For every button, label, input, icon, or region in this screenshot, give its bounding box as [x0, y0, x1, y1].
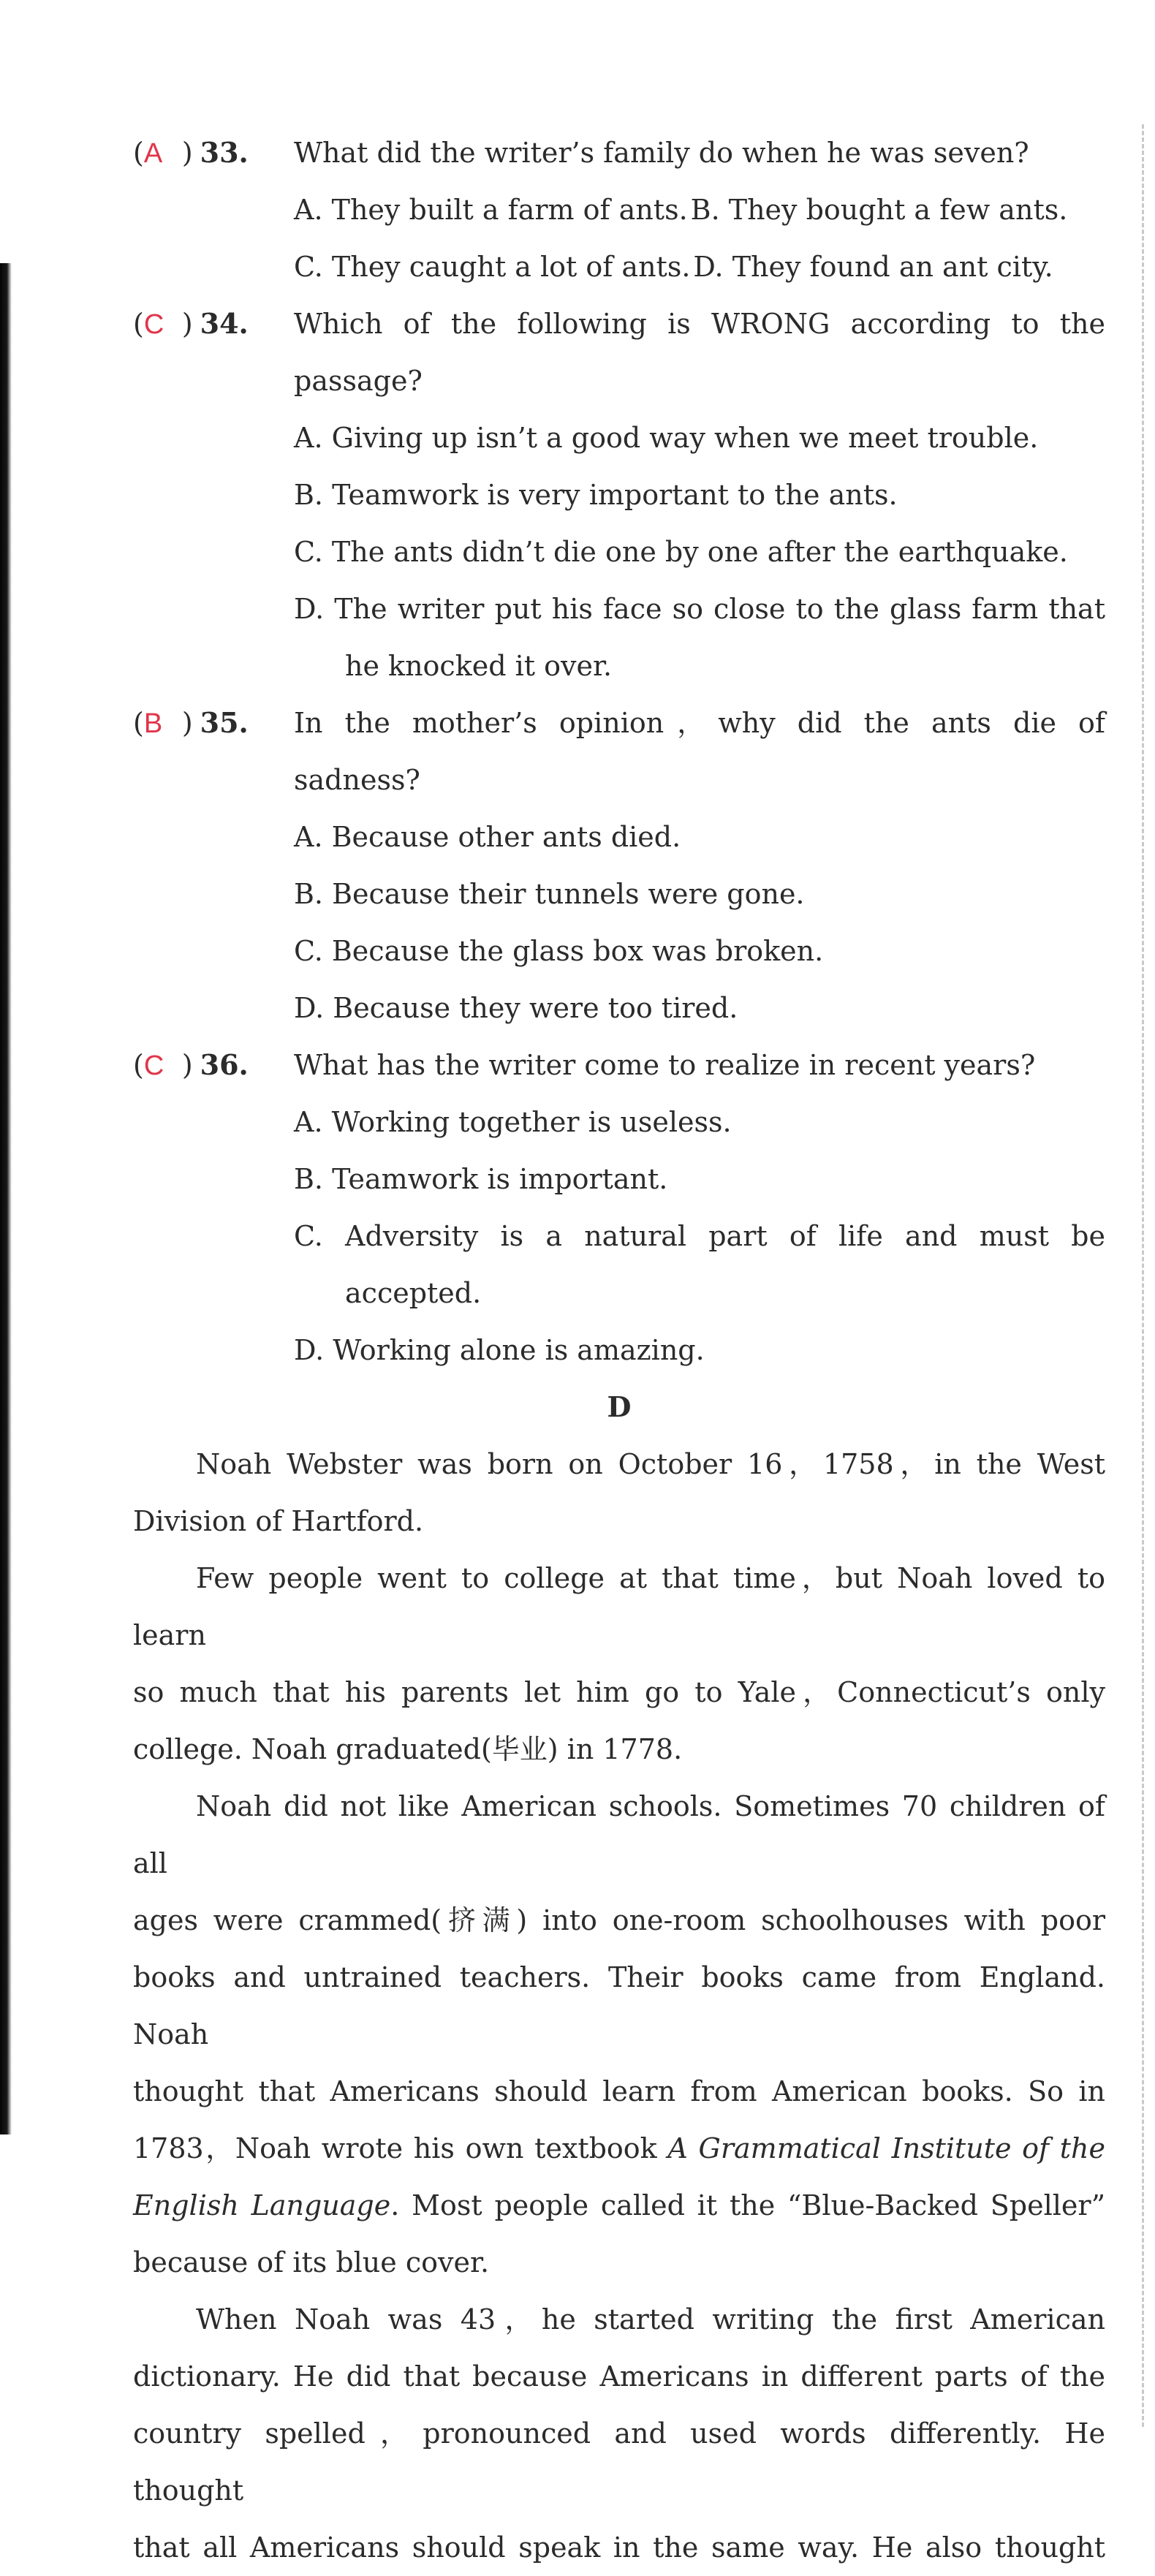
options-row — [133, 181, 1105, 238]
question-35: (B ) 35. In the mother’s opinion，why did the ants die of sadness? — [133, 694, 1105, 808]
option-d: D. Working alone is amazing. — [294, 1334, 705, 1366]
text-line: Few people went to college at that time，but Noah loved to learn — [133, 1562, 1105, 1651]
text-line: so much that his parents let him go to Yale，Connecticut’s only — [133, 1676, 1105, 1708]
question-stem: What did the writer’s family do when he was seven? — [294, 137, 1029, 169]
option-b: B. Teamwork is important. — [294, 1163, 668, 1195]
book-title: English Language — [133, 2189, 391, 2221]
question-33: (A ) 33. What did the writer’s family do when he was seven? — [133, 124, 1105, 181]
paragraph-1 — [133, 1436, 1105, 1550]
text-line: because of its blue cover. — [133, 2246, 490, 2278]
option-c: C. Because the glass box was broken. — [294, 935, 824, 967]
book-title: A Grammatical Institute of the — [667, 2132, 1106, 2164]
text-line: When Noah was 43，he started writing the first American — [196, 2303, 1105, 2336]
text-fragment: 1783，Noah wrote his own textbook — [133, 2132, 668, 2164]
text-line: dictionary. He did that because Americans in different parts of the — [133, 2360, 1105, 2393]
text-line: thought that Americans should learn from American books. So in — [133, 2075, 1105, 2107]
text-line: college. Noah graduated(毕业) in 1778. — [133, 1733, 683, 1765]
text-line: ages were crammed(挤满) into one-room schoolhouses with poor — [133, 1904, 1105, 1936]
text-line — [133, 2177, 1105, 2234]
margin-dashed-rule — [1142, 124, 1144, 2427]
option-d: D. Because they were too tired. — [294, 992, 738, 1024]
page-binding-edge — [0, 263, 12, 2134]
text-line: country spelled，pronounced and used words differently. He thought — [133, 2417, 1105, 2507]
answer-36: C — [143, 1050, 164, 1081]
question-stem: In the mother’s opinion，why did the ants die of sadness? — [294, 707, 1105, 796]
text-line: Noah did not like American schools. Sometimes 70 children of all — [133, 1790, 1105, 1879]
option-a: A. Working together is useless. — [294, 1106, 732, 1138]
options-row — [133, 238, 1105, 295]
section-title: D — [607, 1390, 632, 1423]
answer-33: A — [143, 138, 163, 169]
question-34: (C ) 34. Which of the following is WRONG according to the — [133, 295, 1105, 352]
text-line — [133, 2120, 1105, 2177]
text-line: Division of Hartford. — [133, 1505, 424, 1537]
option-c: C. They caught a lot of ants. — [294, 251, 691, 283]
option-c: C. The ants didn’t die one by one after the earthquake. — [294, 536, 1068, 568]
text-line: Noah Webster was born on October 16，1758，in the West — [196, 1448, 1105, 1480]
document-body — [133, 124, 1105, 2576]
option-a: A. Because other ants died. — [294, 821, 681, 853]
text-fragment: . Most people called it the “Blue-Backed Speller” — [390, 2189, 1106, 2221]
option-c-continued: accepted. — [345, 1277, 482, 1309]
question-36: (C ) 36. What has the writer come to realize in recent years? — [133, 1037, 1105, 1094]
question-number: 34. — [200, 307, 249, 340]
text-line: that all Americans should speak in the same way. He also thought — [133, 2531, 1105, 2564]
option-c: C. Adversity is a natural part of life and must be — [294, 1220, 1105, 1252]
question-number: 36. — [200, 1048, 249, 1081]
question-number: 35. — [200, 706, 249, 739]
paragraph-2 — [133, 1550, 1105, 1778]
option-d-continued: he knocked it over. — [345, 650, 613, 682]
question-stem: Which of the following is WRONG according to the — [294, 308, 1105, 340]
option-d: D. The writer put his face so close to the glass farm that — [294, 593, 1105, 625]
paragraph-3 — [133, 1778, 1105, 2291]
answer-35: B — [143, 708, 163, 739]
question-stem: What has the writer come to realize in recent years? — [294, 1049, 1036, 1081]
option-d: D. They found an ant city. — [693, 251, 1053, 283]
paragraph-4 — [133, 2291, 1105, 2576]
question-stem-continued: passage? — [294, 365, 423, 397]
question-number: 33. — [200, 136, 249, 169]
answer-34: C — [143, 309, 164, 340]
option-b: B. They bought a few ants. — [690, 194, 1068, 226]
option-a: A. They built a farm of ants. — [294, 194, 688, 226]
option-b: B. Teamwork is very important to the ants. — [294, 479, 898, 511]
text-line: books and untrained teachers. Their books came from England. Noah — [133, 1961, 1105, 2050]
option-a: A. Giving up isn’t a good way when we meet trouble. — [294, 422, 1039, 454]
option-b: B. Because their tunnels were gone. — [294, 878, 805, 910]
